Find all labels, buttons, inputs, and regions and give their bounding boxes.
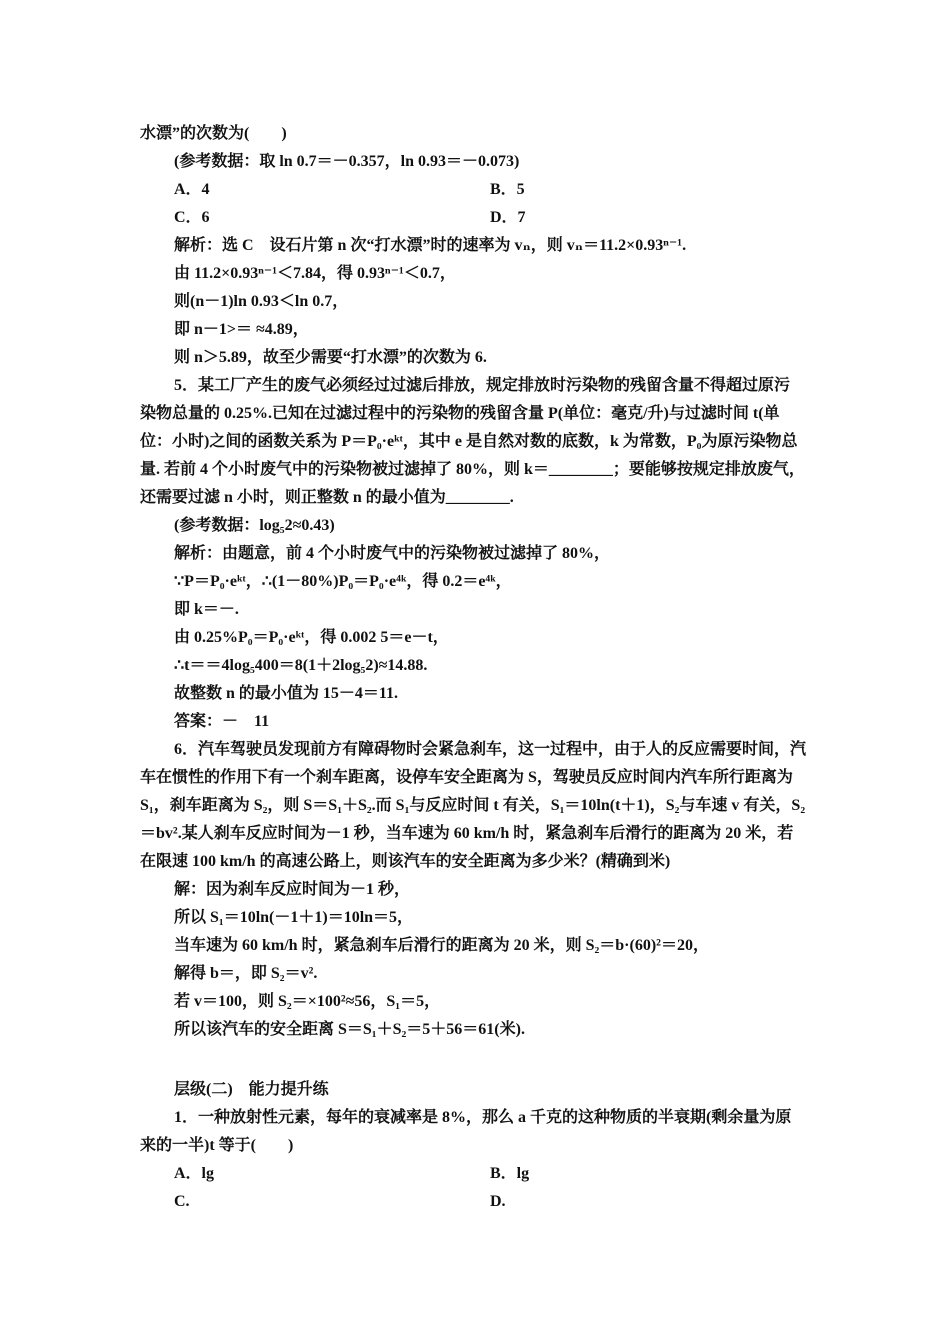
text-line: 还需要过滤 n 小时，则正整数 n 的最小值为________.	[140, 489, 514, 506]
text-line: 解析：选 C 设石片第 n 次“打水漂”时的速率为 vₙ，则 vₙ＝11.2×0.93ⁿ⁻¹.	[174, 237, 687, 254]
text-line: 所以该汽车的安全距离 S＝S₁＋S₂＝5＋56＝61(米).	[174, 1021, 525, 1038]
text-line: C.	[174, 1193, 190, 1210]
text-line: 解得 b＝，即 S₂＝v².	[174, 965, 318, 982]
text-line: 5．某工厂产生的废气必须经过过滤后排放，规定排放时污染物的残留含量不得超过原污	[174, 377, 791, 394]
text-line: ＝bv².某人刹车反应时间为－1 秒，当车速为 60 km/h 时，紧急刹车后滑行的距离为 20 米，若	[140, 825, 794, 842]
text-line: ∴t＝＝4log₅400＝8(1＋2log₅2)≈14.88.	[174, 657, 428, 674]
text-line: 则 n＞5.89，故至少需要“打水漂”的次数为 6.	[174, 349, 487, 366]
text-line: 6．汽车驾驶员发现前方有障碍物时会紧急刹车，这一过程中，由于人的反应需要时间，汽	[174, 741, 807, 758]
text-line: 1．一种放射性元素，每年的衰减率是 8%，那么 a 千克的这种物质的半衰期(剩余量为原	[174, 1109, 792, 1126]
text-line: 层级(二) 能力提升练	[174, 1081, 329, 1098]
text-line: 故整数 n 的最小值为 15－4＝11.	[174, 685, 399, 702]
text-line: 位：小时)之间的函数关系为 P＝P₀·eᵏᵗ，其中 e 是自然对数的底数，k 为常数，P₀为原污染物总	[140, 433, 798, 450]
text-line: 来的一半)t 等于( )	[140, 1137, 294, 1154]
text-line: 染物总量的 0.25%.已知在过滤过程中的污染物的残留含量 P(单位：毫克/升)与过滤时间 t(单	[140, 405, 780, 422]
text-line: 解析：由题意，前 4 个小时废气中的污染物被过滤掉了 80%，	[174, 545, 611, 562]
text-line: 量. 若前 4 个小时废气中的污染物被过滤掉了 80%，则 k＝________；要能够按规定排放废气，	[140, 461, 805, 478]
text-line: 车在惯性的作用下有一个刹车距离，设停车安全距离为 S，驾驶员反应时间内汽车所行距离为	[140, 769, 793, 786]
text-line: A．lg	[174, 1165, 215, 1182]
text-line: 由 0.25%P₀＝P₀·eᵏᵗ，得 0.002 5＝e－t，	[174, 629, 449, 646]
answer-option: B．5	[490, 181, 525, 198]
text-line: 由 11.2×0.93ⁿ⁻¹＜7.84，得 0.93ⁿ⁻¹＜0.7，	[174, 265, 456, 282]
text-line: ∵P＝P₀·eᵏᵗ，∴(1－80%)P₀＝P₀·e⁴ᵏ，得 0.2＝e⁴ᵏ，	[174, 573, 512, 590]
text-line: S₁，刹车距离为 S₂，则 S＝S₁＋S₂.而 S₁与反应时间 t 有关，S₁＝10ln(t＋1)，S₂与车速 v 有关，S₂	[140, 797, 806, 814]
text-line: A．4	[174, 181, 210, 198]
answer-option: D.	[490, 1193, 506, 1210]
text-line: 解：因为刹车反应时间为－1 秒，	[174, 881, 411, 898]
text-line: 即 n－1>＝ ≈4.89，	[174, 321, 309, 338]
text-line: 在限速 100 km/h 的高速公路上，则该汽车的安全距离为多少米？(精确到米)	[140, 853, 671, 870]
answer-option: D．7	[490, 209, 526, 226]
text-line: (参考数据：log₅2≈0.43)	[174, 517, 335, 534]
text-line: 若 v＝100，则 S₂＝×100²≈56，S₁＝5，	[174, 993, 441, 1010]
text-line: 答案：－ 11	[174, 713, 270, 730]
text-line: 当车速为 60 km/h 时，紧急刹车后滑行的距离为 20 米，则 S₂＝b·(60)²＝20，	[174, 937, 709, 954]
text-line: 所以 S₁＝10ln(－1＋1)＝10ln＝5，	[174, 909, 414, 926]
text-line: 水漂”的次数为( )	[140, 125, 287, 142]
text-line: C．6	[174, 209, 210, 226]
text-line: 即 k＝－.	[174, 601, 239, 618]
answer-option: B．lg	[490, 1165, 530, 1182]
text-line: (参考数据：取 ln 0.7＝－0.357，ln 0.93＝－0.073)	[174, 153, 520, 170]
text-line: 则(n－1)ln 0.93＜ln 0.7，	[174, 293, 349, 310]
